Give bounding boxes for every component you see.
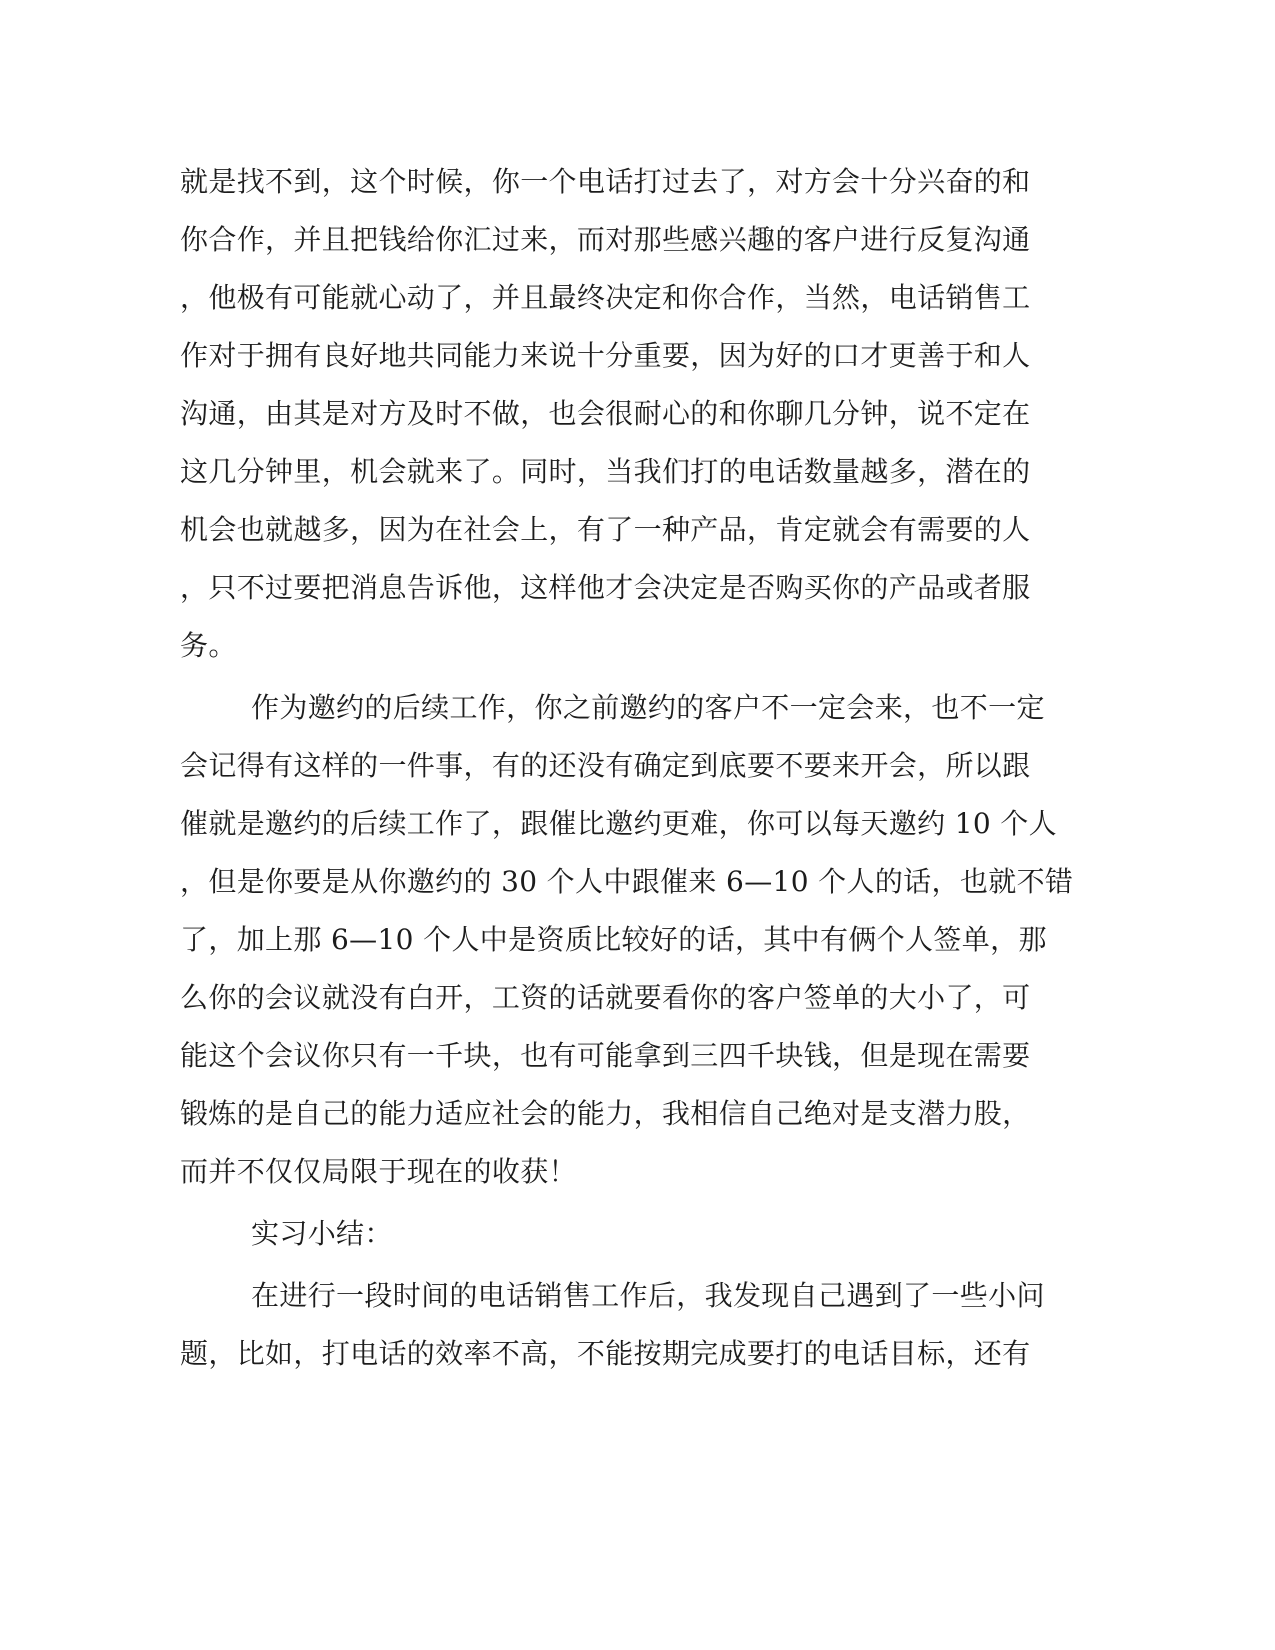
text-line: ，他极有可能就心动了，并且最终决定和你合作，当然，电话销售工	[180, 281, 1031, 314]
text-line: 这几分钟里，机会就来了。同时，当我们打的电话数量越多，潜在的	[180, 455, 1031, 488]
text-line: 沟通，由其是对方及时不做，也会很耐心的和你聊几分钟，说不定在	[180, 397, 1031, 430]
text-line: 作对于拥有良好地共同能力来说十分重要，因为好的口才更善于和人	[180, 339, 1031, 372]
paragraph-first-line: 在进行一段时间的电话销售工作后，我发现自己遇到了一些小问	[251, 1279, 1045, 1312]
text-line: 务。	[180, 629, 237, 662]
text-line: 而并不仅仅局限于现在的收获！	[180, 1155, 577, 1188]
paragraph-first-line: 作为邀约的后续工作，你之前邀约的客户不一定会来，也不一定	[251, 691, 1045, 724]
text-line: 了，加上那 6—10 个人中是资质比较好的话，其中有俩个人签单，那	[180, 923, 1047, 956]
text-line: ，只不过要把消息告诉他，这样他才会决定是否购买你的产品或者服	[180, 571, 1031, 604]
text-line: 催就是邀约的后续工作了，跟催比邀约更难，你可以每天邀约 10 个人	[180, 807, 1057, 840]
text-line: 能这个会议你只有一千块，也有可能拿到三四千块钱，但是现在需要	[180, 1039, 1031, 1072]
text-line: ，但是你要是从你邀约的 30 个人中跟催来 6—10 个人的话，也就不错	[180, 865, 1074, 898]
text-line: 么你的会议就没有白开，工资的话就要看你的客户签单的大小了，可	[180, 981, 1031, 1014]
text-line: 就是找不到，这个时候，你一个电话打过去了，对方会十分兴奋的和	[180, 165, 1031, 198]
text-line: 机会也就越多，因为在社会上，有了一种产品，肯定就会有需要的人	[180, 513, 1031, 546]
text-line: 题，比如，打电话的效率不高，不能按期完成要打的电话目标，还有	[180, 1337, 1031, 1370]
section-heading: 实习小结：	[251, 1217, 393, 1250]
text-line: 会记得有这样的一件事，有的还没有确定到底要不要来开会，所以跟	[180, 749, 1031, 782]
text-line: 锻炼的是自己的能力适应社会的能力，我相信自己绝对是支潜力股，	[180, 1097, 1031, 1130]
text-line: 你合作，并且把钱给你汇过来，而对那些感兴趣的客户进行反复沟通	[180, 223, 1031, 256]
